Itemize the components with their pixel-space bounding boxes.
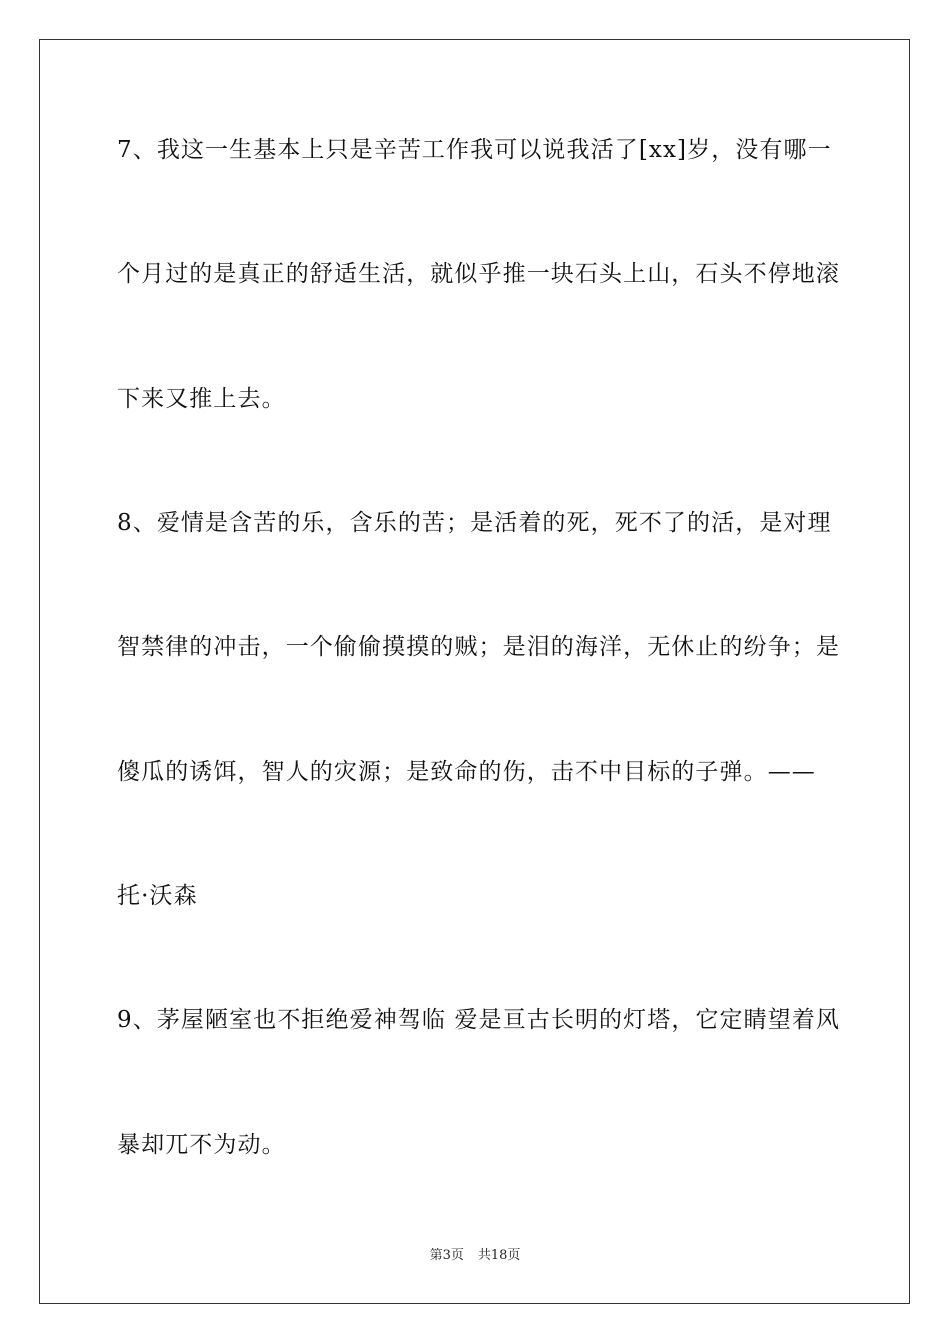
paragraph-line: 8、爱情是含苦的乐，含乐的苦；是活着的死，死不了的活，是对理 — [117, 510, 832, 536]
page-border — [39, 39, 910, 1304]
paragraph-line: 9、茅屋陋室也不拒绝爱神驾临 爱是亘古长明的灯塔，它定睛望着风 — [117, 1007, 841, 1033]
paragraph-line: 托·沃森 — [117, 883, 198, 909]
page-total: 共18页 — [477, 1248, 521, 1263]
page-footer — [0, 1246, 950, 1266]
paragraph-line: 下来又推上去。 — [117, 386, 286, 412]
paragraph-line: 个月过的是真正的舒适生活，就似乎推一块石头上山，石头不停地滚 — [117, 261, 840, 287]
paragraph-line: 暴却兀不为动。 — [117, 1132, 286, 1158]
paragraph-line: 7、我这一生基本上只是辛苦工作我可以说我活了[xx]岁，没有哪一 — [117, 137, 832, 163]
paragraph-line: 智禁律的冲击，一个偷偷摸摸的贼；是泪的海洋，无休止的纷争；是 — [117, 634, 840, 660]
page-number: 第3页 — [429, 1248, 464, 1263]
paragraph-line: 傻瓜的诱饵，智人的灾源；是致命的伤，击不中目标的子弹。—— — [117, 759, 816, 785]
